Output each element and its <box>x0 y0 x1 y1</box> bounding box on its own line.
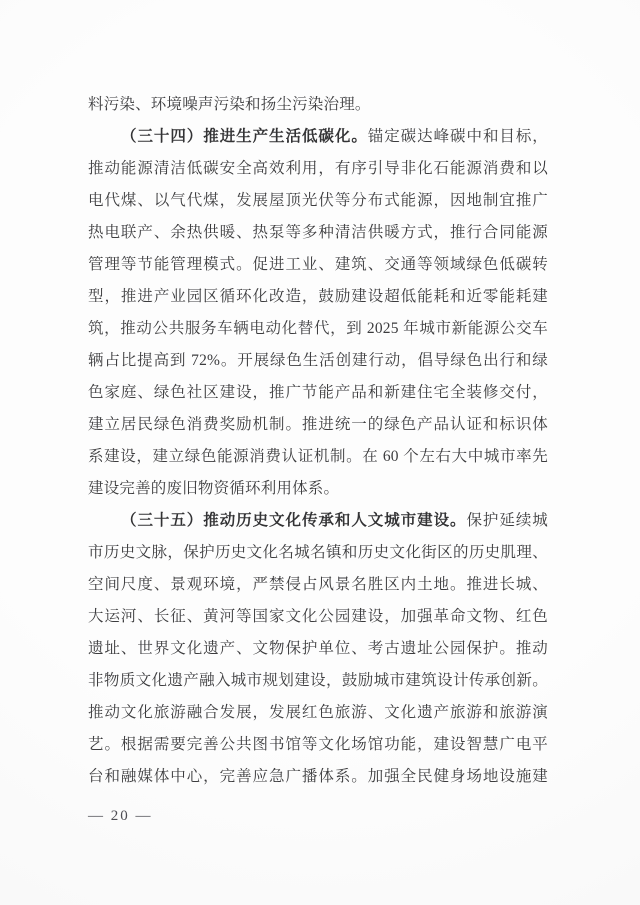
text-line: 筑，推动公共服务车辆电动化替代，到 2025 年城市新能源公交车 <box>88 320 548 337</box>
text-line: 料污染、环境噪声污染和扬尘污染治理。 <box>88 96 371 113</box>
text-run: 锚定碳达峰碳中和目标， <box>367 128 548 145</box>
text-line: 色家庭、绿色社区建设，推广节能产品和新建住宅全装修交付， <box>88 384 548 401</box>
paragraph-34-heading-line <box>88 121 548 153</box>
text-line: 型，推进产业园区循环化改造，鼓励建设超低能耗和近零能耗建 <box>88 288 548 305</box>
text-line: 推动能源清洁低碳安全高效利用，有序引导非化石能源消费和以 <box>88 160 548 177</box>
text-line: 台和融媒体中心，完善应急广播体系。加强全民健身场地设施建 <box>88 768 548 785</box>
text-run: 保护延续城 <box>466 512 548 529</box>
text-line: 建设完善的废旧物资循环利用体系。 <box>88 480 340 497</box>
paragraph-34-heading: （三十四）推进生产生活低碳化。 <box>121 128 368 145</box>
text-line: 大运河、长征、黄河等国家文化公园建设，加强革命文物、红色 <box>88 608 548 625</box>
text-line: 热电联产、余热供暖、热泵等多种清洁供暖方式，推行合同能源 <box>88 224 548 241</box>
text-line: 空间尺度、景观环境，严禁侵占风景名胜区内土地。推进长城、 <box>88 576 548 593</box>
text-line: 建立居民绿色消费奖励机制。推进统一的绿色产品认证和标识体 <box>88 416 548 433</box>
paragraph-35-heading: （三十五）推动历史文化传承和人文城市建设。 <box>121 512 467 529</box>
text-line: 管理等节能管理模式。促进工业、建筑、交通等领域绿色低碳转 <box>88 256 548 273</box>
text-line: 非物质文化遗产融入城市规划建设，鼓励城市建筑设计传承创新。 <box>88 672 548 689</box>
document-body <box>88 89 548 793</box>
text-line: 电代煤、以气代煤，发展屋顶光伏等分布式能源，因地制宜推广 <box>88 192 548 209</box>
text-line: 推动文化旅游融合发展，发展红色旅游、文化遗产旅游和旅游演 <box>88 704 548 721</box>
text-line: 辆占比提高到 72%。开展绿色生活创建行动，倡导绿色出行和绿 <box>88 352 548 369</box>
text-line: 市历史文脉，保护历史文化名城名镇和历史文化街区的历史肌理、 <box>88 544 548 561</box>
paragraph-35-heading-line <box>88 505 548 537</box>
text-line: 遗址、世界文化遗产、文物保护单位、考古遗址公园保护。推动 <box>88 640 548 657</box>
page-number: — 20 — <box>88 808 153 824</box>
text-line: 系建设，建立绿色能源消费认证机制。在 60 个左右大中城市率先 <box>88 448 548 465</box>
text-line: 艺。根据需要完善公共图书馆等文化场馆功能，建设智慧广电平 <box>88 736 548 753</box>
